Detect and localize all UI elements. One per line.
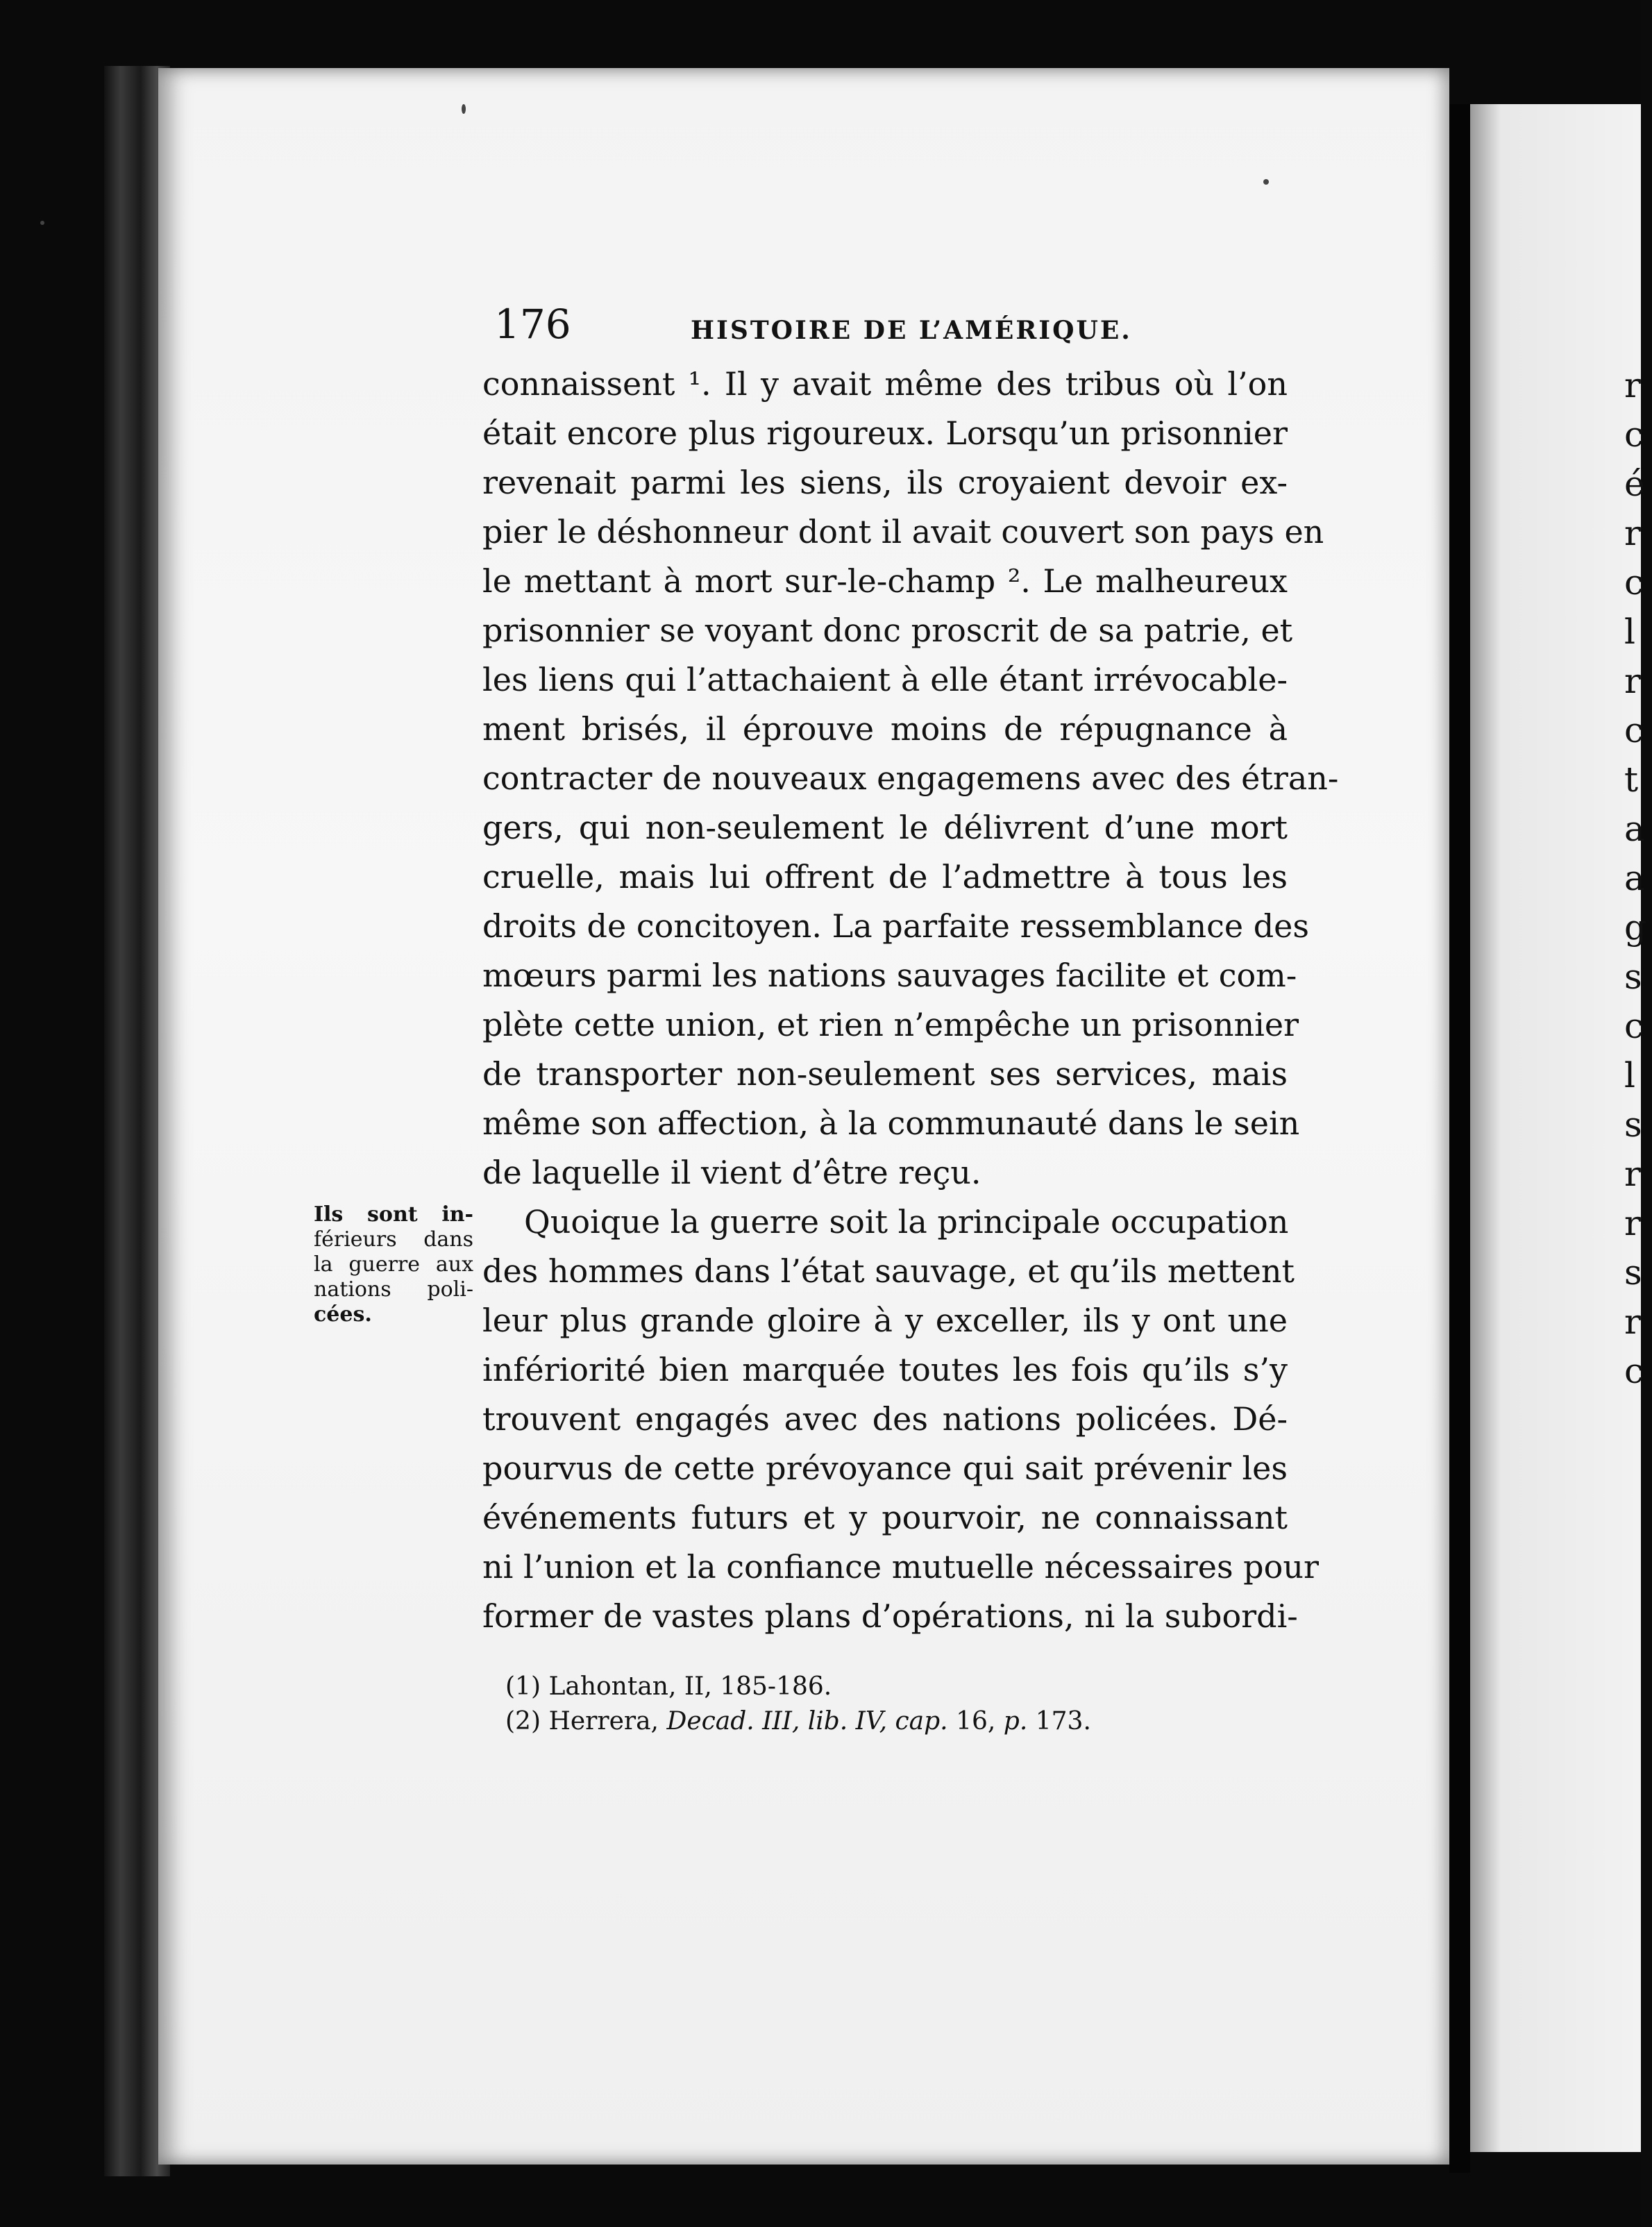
- text-line: les liens qui l’attachaient à elle étant irrévocable-: [482, 661, 1288, 698]
- facing-letter: c: [1624, 1351, 1644, 1391]
- text-line: connaissent ¹. Il y avait même des tribus où l’on: [482, 365, 1288, 403]
- footnote-reference-italic: Decad. III, lib. IV, cap.: [666, 1707, 948, 1736]
- text-line: contracter de nouveaux engagemens avec des étran-: [482, 759, 1339, 797]
- text-line: événements futurs et y pourvoir, ne connaissant: [482, 1499, 1288, 1536]
- facing-letter: r: [1624, 661, 1641, 701]
- text-line: le mettant à mort sur-le-champ ². Le malheureux: [482, 562, 1288, 600]
- facing-letter: s: [1624, 1252, 1642, 1293]
- text-line: ment brisés, il éprouve moins de répugnance à: [482, 710, 1288, 748]
- text-line: trouvent engagés avec des nations policées. Dé-: [482, 1400, 1288, 1438]
- facing-letter: l: [1624, 1055, 1635, 1095]
- page-number: 176: [494, 301, 571, 348]
- facing-letter: r: [1624, 513, 1641, 553]
- text-line: former de vastes plans d’opérations, ni la subordi-: [482, 1597, 1298, 1635]
- facing-page-letters: [1624, 361, 1652, 1396]
- facing-letter: r: [1624, 1154, 1641, 1194]
- text-line: droits de concitoyen. La parfaite ressemblance des: [482, 907, 1309, 945]
- text-line: mœurs parmi les nations sauvages facilite et com-: [482, 957, 1297, 994]
- margin-note-line: la guerre aux: [314, 1252, 473, 1277]
- facing-letter: a: [1624, 858, 1645, 898]
- text-line: des hommes dans l’état sauvage, et qu’ils mettent: [482, 1252, 1295, 1290]
- footnote-mark: (1): [505, 1672, 541, 1701]
- facing-letter: s: [1624, 957, 1642, 997]
- text-line: pier le déshonneur dont il avait couvert son pays en: [482, 513, 1324, 551]
- facing-page-edge: [1470, 104, 1641, 2152]
- facing-letter: l: [1624, 612, 1635, 652]
- text-line: était encore plus rigoureux. Lorsqu’un prisonnier: [482, 414, 1288, 452]
- facing-letter: c: [1624, 562, 1644, 603]
- footnote-reference: II, 185-186.: [684, 1672, 832, 1701]
- footnote-reference: 173.: [1035, 1707, 1091, 1736]
- footnotes: [505, 1670, 1130, 1739]
- footnote-reference: 16,: [956, 1707, 996, 1736]
- book-gutter: [1449, 104, 1470, 2173]
- facing-letter: é: [1624, 464, 1645, 504]
- text-line: gers, qui non-seulement le délivrent d’une mort: [482, 809, 1288, 846]
- facing-letter: r: [1624, 365, 1641, 405]
- text-line: de transporter non-seulement ses services, mais: [482, 1055, 1288, 1093]
- margin-note-line: nations poli-: [314, 1277, 473, 1302]
- margin-note-line: férieurs dans: [314, 1227, 473, 1252]
- facing-letter: c: [1624, 1006, 1644, 1046]
- running-title: HISTOIRE DE L’AMÉRIQUE.: [691, 316, 1132, 345]
- facing-letter: g: [1624, 907, 1647, 948]
- text-line: infériorité bien marquée toutes les fois qu’ils s’y: [482, 1351, 1288, 1388]
- footnote-reference-italic: p.: [1003, 1707, 1028, 1736]
- footnote-author: Herrera,: [548, 1707, 659, 1736]
- facing-letter: r: [1624, 1203, 1641, 1243]
- text-line: plète cette union, et rien n’empêche un prisonnier: [482, 1006, 1299, 1043]
- text-line: ni l’union et la confiance mutuelle nécessaires pour: [482, 1548, 1319, 1586]
- footnote-author: Lahontan,: [548, 1672, 677, 1701]
- scan-speck: [40, 221, 44, 225]
- text-line: de laquelle il vient d’être reçu.: [482, 1154, 981, 1191]
- facing-letter: c: [1624, 710, 1644, 750]
- margin-note-line: Ils sont in-: [314, 1202, 473, 1227]
- facing-letter: s: [1624, 1104, 1642, 1145]
- scan-speck: [1263, 179, 1269, 185]
- paragraph-first-line: Quoique la guerre soit la principale occupation: [524, 1203, 1289, 1241]
- facing-letter: a: [1624, 809, 1645, 849]
- text-line: prisonnier se voyant donc proscrit de sa patrie, et: [482, 612, 1293, 649]
- text-line: pourvus de cette prévoyance qui sait prévenir les: [482, 1449, 1288, 1487]
- facing-letter: t: [1624, 759, 1639, 800]
- footnote-1: [505, 1670, 1130, 1704]
- footnote-2: [505, 1704, 1130, 1739]
- text-line: leur plus grande gloire à y exceller, ils y ont une: [482, 1302, 1288, 1339]
- margin-note: [314, 1202, 473, 1327]
- text-line: revenait parmi les siens, ils croyaient devoir ex-: [482, 464, 1288, 501]
- facing-letter: r: [1624, 1302, 1641, 1342]
- facing-letter: c: [1624, 414, 1644, 455]
- margin-note-line: cées.: [314, 1302, 372, 1327]
- footnote-mark: (2): [505, 1707, 541, 1736]
- text-line: cruelle, mais lui offrent de l’admettre à tous les: [482, 858, 1288, 896]
- text-line: même son affection, à la communauté dans le sein: [482, 1104, 1300, 1142]
- scan-speck: [462, 104, 466, 114]
